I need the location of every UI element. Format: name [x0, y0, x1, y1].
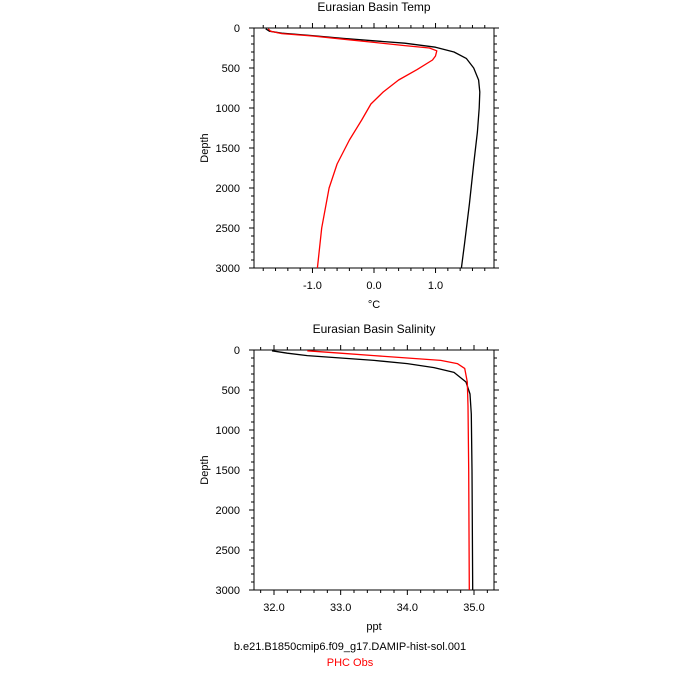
y-tick-label: 1500 — [215, 465, 240, 477]
y-tick-label: 2000 — [215, 505, 240, 517]
salinity-panel — [199, 322, 499, 633]
y-tick-label: 500 — [221, 385, 240, 397]
x-axis-label: ppt — [366, 621, 382, 633]
x-tick-label: 1.0 — [427, 280, 444, 292]
y-tick-label: 2500 — [215, 545, 240, 557]
model-run-caption: b.e21.B1850cmip6.f09_g17.DAMIP-hist-sol.001 — [233, 641, 467, 653]
y-tick-label: 2000 — [215, 183, 240, 195]
y-tick-label: 0 — [233, 345, 240, 357]
y-tick-label: 1000 — [215, 103, 240, 115]
y-tick-label: 3000 — [215, 263, 240, 275]
y-tick-label: 1500 — [215, 143, 240, 155]
y-tick-label: 500 — [221, 63, 240, 75]
model-profile-line — [266, 29, 480, 268]
observation-profile-line — [268, 29, 437, 268]
y-axis-label: Depth — [199, 455, 211, 485]
y-tick-label: 0 — [233, 23, 240, 35]
chart-title: Eurasian Basin Temp — [317, 0, 431, 14]
plot-frame — [254, 350, 494, 590]
x-tick-label: 33.0 — [329, 602, 352, 614]
x-tick-label: 32.0 — [263, 602, 285, 614]
y-tick-label: 1000 — [215, 425, 240, 437]
model-profile-line — [272, 351, 473, 590]
plot-frame — [254, 28, 494, 268]
y-tick-label: 2500 — [215, 223, 240, 235]
x-axis-label: °C — [367, 299, 381, 311]
x-tick-label: 35.0 — [463, 602, 485, 614]
y-tick-label: 3000 — [215, 585, 240, 597]
x-tick-label: -1.0 — [302, 280, 322, 292]
observations-caption: PHC Obs — [326, 657, 374, 669]
observation-profile-line — [307, 351, 469, 590]
temperature-panel — [199, 0, 499, 311]
chart-title: Eurasian Basin Salinity — [312, 322, 436, 336]
y-axis-label: Depth — [199, 133, 211, 163]
x-tick-label: 0.0 — [366, 280, 382, 292]
x-tick-label: 34.0 — [396, 602, 419, 614]
